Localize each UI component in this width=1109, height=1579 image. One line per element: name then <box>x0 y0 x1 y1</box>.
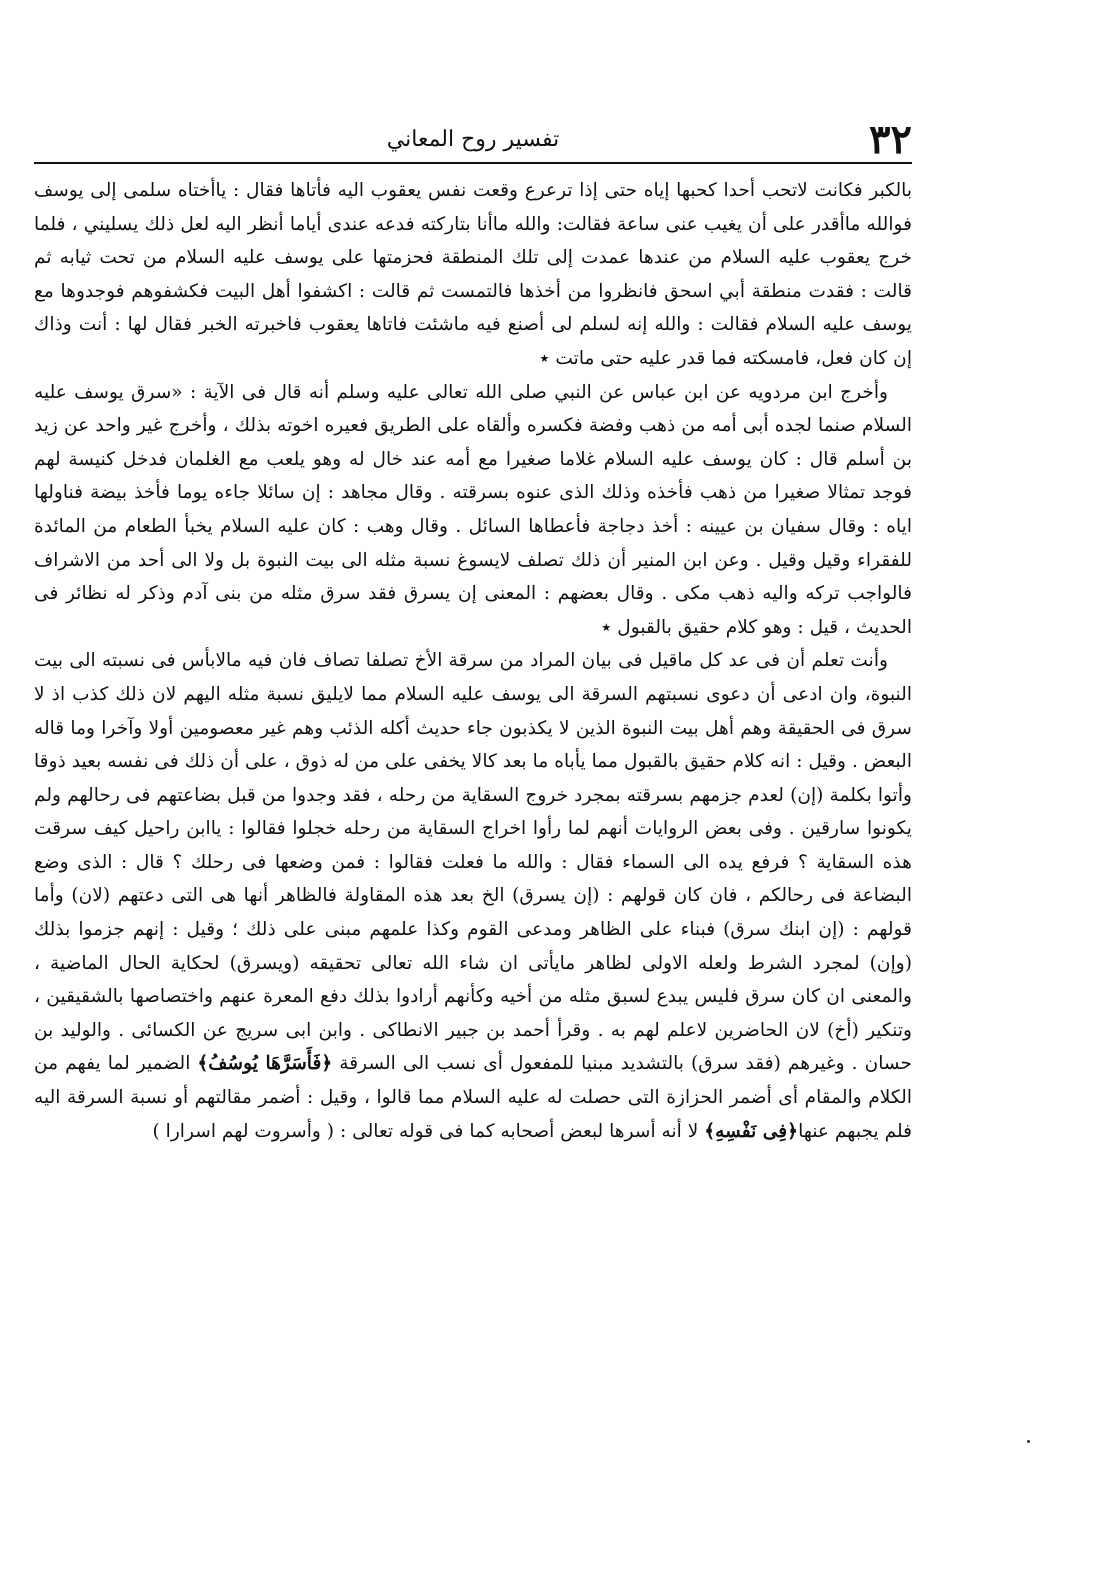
page-header <box>34 112 912 164</box>
document-page <box>34 112 912 1552</box>
body-text <box>34 174 912 1148</box>
quran-quote-1: ﴿فَأَسَرَّهَا يُوسُفُ﴾ <box>197 1053 333 1075</box>
paragraph-2: وأخرج ابن مردويه عن ابن عباس عن النبي صلى الله تعالى عليه وسلم أنه قال فى الآية : «سرق يوسف عليه السلام صنما لجده أبى أمه من ذهب وفضة فكسره وألقاه على الطريق فعيره اخوته بذلك ، وأخرج غير واحد عن زيد بن أسلم قال : كان يوسف عليه السلام غلاما صغيرا مع أمه عند خال له وهو يلعب مع الغلمان فدخل كنيسة لهم فوجد تمثالا صغيرا من ذهب فأخذه وذلك الذى عنوه بسرقته . وقال مجاهد : إن سائلا جاءه يوما فأخذ بيضة فناولها اياه : وقال سفيان بن عيينه : أخذ دجاجة فأعطاها السائل . وقال وهب : كان عليه السلام يخبأ الطعام من المائدة للفقراء وقيل وقيل . وعن ابن المنير أن ذلك تصلف لايسوغ نسبة مثله الى بيت النبوة بل ولا الى أحد من الاشراف فالواجب تركه واليه ذهب مكى . وقال بعضهم : المعنى إن يسرق فقد سرق مثله من بنى آدم وذكر له نظائر فى الحديث ، قيل : وهو كلام حقيق بالقبول ٭ <box>34 381 912 638</box>
quran-quote-2: ﴿فِى نَفْسِهِ﴾ <box>704 1120 799 1142</box>
paragraph-1: بالكبر فكانت لاتحب أحدا كحبها إياه حتى إذا ترعرع وقعت نفس يعقوب اليه فأتاها فقال : ياأختاه سلمى إلى يوسف فوالله ماأقدر على أن يغيب عنى ساعة فقالت: والله ماأنا بتاركته فدعه عندى أياما أنظر اليه لعل ذلك يسليني ، فلما خرج يعقوب عليه السلام من عندها عمدت إلى تلك المنطقة فحزمتها على يوسف عليه السلام من تحت ثيابه ثم قالت : فقدت منطقة أبي اسحق فانظروا من أخذها فالتمست ثم قالت : اكشفوا أهل البيت فكشفوهم فوجدوها مع يوسف عليه السلام فقالت : والله إنه لسلم لى أصنع فيه ماشئت فاتاها يعقوب فاخبرته الخبر فقال لها : أنت وذاك إن كان فعل، فامسكته فما قدر عليه حتى ماتت ٭ <box>34 180 912 369</box>
paragraph-3-continuation: الضمير لما يفهم من الكلام والمقام أى أضمر الحزازة التى حصلت له عليه السلام مما قالوا ، وقيل : أضمر مقالتهم أو نسبة السرقة اليه فلم يجبهم عنها <box>34 1053 912 1142</box>
paragraph-3-ending: لا أنه أسرها لبعض أصحابه كما فى قوله تعالى : ( وأسروت لهم اسرارا ) <box>152 1120 699 1142</box>
paragraph-3-text: وأنت تعلم أن فى عد كل ماقيل فى بيان المراد من سرقة الأخ تصلفا تصاف فان فيه مالابأس فى نسبته الى بيت النبوة، وان ادعى أن دعوى نسبتهم السرقة الى يوسف عليه السلام مما لايليق نسبة مثله اليهم لان ذلك كذب اذ لا سرق فى الحقيقة وهم أهل بيت النبوة الذين لا يكذبون جاء حديث أكله الذئب وهم غير معصومين أولا وآخرا وما قاله البعض . وقيل : انه كلام حقيق بالقبول مما يأباه ما بعد كالا يخفى على من له ذوق ، على أن ذلك فى نفسه بعيد ذوقا وأتوا بكلمة (إن) لعدم جزمهم بسرقته بمجرد خروج السقاية من رحله ، فقد وجدوا من قبل بضاعتهم فى رحالهم ولم يكونوا سارقين . وفى بعض الروايات أنهم لما رأوا اخراج السقاية من رحله خجلوا فقالوا : ياابن راحيل كيف سرقت هذه السقاية ؟ فرفع يده الى السماء فقال : والله ما فعلت فقالوا : فمن وضعها فى رحلك ؟ قال : الذى وضع البضاعة فى رحالكم ، فان كان قولهم : (إن يسرق) الخ بعد هذه المقاولة فالظاهر أنها هى التى دعتهم (لان) وأما قولهم : (إن ابنك سرق) فبناء على الظاهر ومدعى القوم وكذا علمهم مبنى على ذلك ؛ وقيل : إنهم جزموا بذلك (وإن) لمجرد الشرط ولعله الاولى لظاهر مايأتى ان شاء الله تعالى تحقيقه (ويسرق) لحكاية الحال الماضية ، والمعنى ان كان سرق فليس يبدع لسبق مثله من أخيه وكأنهم أرادوا بذلك دفع المعرة عنهم واختصاصها بالشقيقين ، وتنكير (أخ) لان الحاضرين لاعلم لهم به . وقرأ أحمد بن جبير الانطاكى . وابن ابى سريج عن الكسائى . والوليد بن حسان . وغيرهم (فقد سرق) بالتشديد مبنيا للمفعول أى نسب الى السرقة <box>34 650 912 1075</box>
paragraph-3 <box>34 644 912 1148</box>
running-title: تفسير روح المعاني <box>386 127 560 152</box>
scan-speck <box>1027 1440 1030 1443</box>
page-number: ٣٢ <box>869 116 912 163</box>
